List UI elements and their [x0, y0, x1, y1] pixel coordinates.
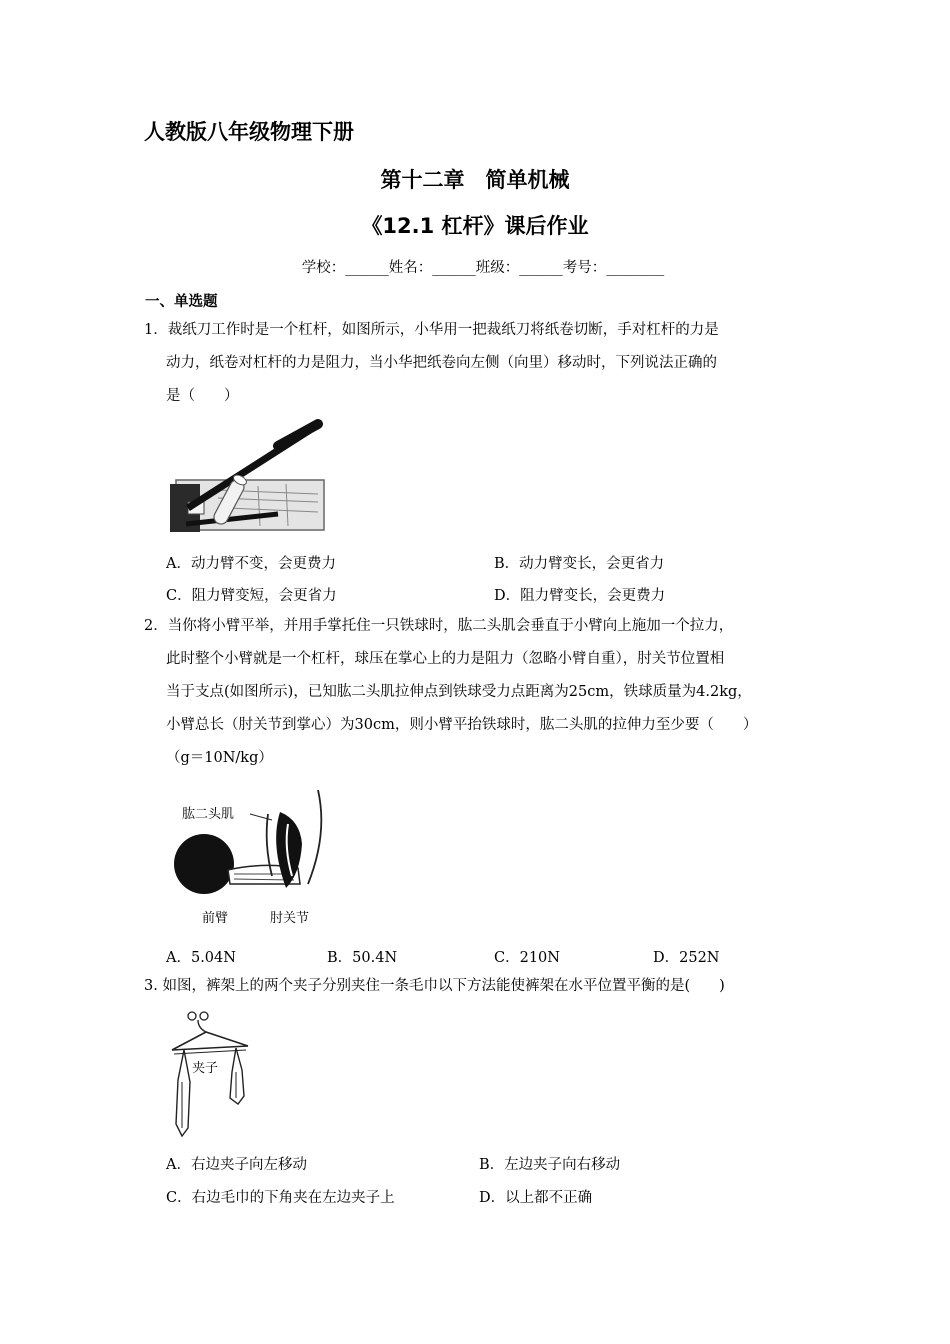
q2-line-5: （g＝10N/kg） [166, 750, 273, 766]
q2-line-1: 2．当你将小臂平举，并用手掌托住一只铁球时，肱二头肌会垂直于小臂向上施加一个拉力， [144, 618, 734, 634]
section-heading: 一、单选题 [145, 294, 218, 310]
q3-option-c: C．右边毛巾的下角夹在左边夹子上 [166, 1190, 395, 1206]
paper-cutter-figure [168, 418, 330, 536]
q2-line-3: 当于支点(如图所示)，已知肱二头肌拉伸点到铁球受力点距离为25cm，铁球质量为4.2kg， [166, 684, 752, 700]
q1-option-a: A．动力臂不变，会更费力 [166, 556, 336, 572]
q3-option-b: B．左边夹子向右移动 [479, 1157, 621, 1173]
label-biceps: 肱二头肌 [182, 807, 235, 822]
chapter-title: 第十二章 简单机械 [380, 168, 570, 192]
q3-line-1: 3. 如图，裤架上的两个夹子分别夹住一条毛巾以下方法能使裤架在水平位置平衡的是( ) [144, 978, 725, 994]
q2-line-2: 此时整个小臂就是一个杠杆，球压在掌心上的力是阻力（忽略小臂自重），肘关节位置相 [166, 651, 725, 667]
q1-option-d: D．阻力臂变长，会更费力 [494, 588, 666, 604]
label-elbow: 肘关节 [270, 911, 310, 926]
q3-option-d: D．以上都不正确 [479, 1190, 593, 1206]
label-clip: 夹子 [192, 1061, 219, 1076]
q1-line-2: 动力，纸卷对杠杆的力是阻力，当小华把纸卷向左侧（向里）移动时，下列说法正确的 [166, 355, 717, 371]
q1-line-3: 是（ ） [166, 388, 239, 404]
q1-option-b: B．动力臂变长，会更省力 [494, 556, 665, 572]
trouser-hanger-figure [164, 1006, 256, 1142]
q2-line-4: 小臂总长（肘关节到掌心）为30cm，则小臂平抬铁球时，肱二头肌的拉伸力至少要（ ） [166, 717, 758, 733]
lesson-title: 《12.1 杠杆》课后作业 [361, 214, 589, 238]
q2-option-d: D．252N [653, 950, 720, 966]
document-header: 人教版八年级物理下册 [144, 120, 354, 144]
q1-option-c: C．阻力臂变短，会更省力 [166, 588, 337, 604]
q2-option-b: B．50.4N [327, 950, 398, 966]
arm-lever-figure [168, 784, 328, 930]
label-forearm: 前臂 [202, 911, 229, 926]
student-info-line: 学校：______姓名：______班级：______考号：________ [301, 260, 665, 276]
q1-line-1: 1．裁纸刀工作时是一个杠杆，如图所示，小华用一把裁纸刀将纸卷切断，手对杠杆的力是 [144, 322, 719, 338]
q2-option-a: A．5.04N [166, 950, 236, 966]
q2-option-c: C．210N [494, 950, 560, 966]
q3-option-a: A．右边夹子向左移动 [166, 1157, 307, 1173]
